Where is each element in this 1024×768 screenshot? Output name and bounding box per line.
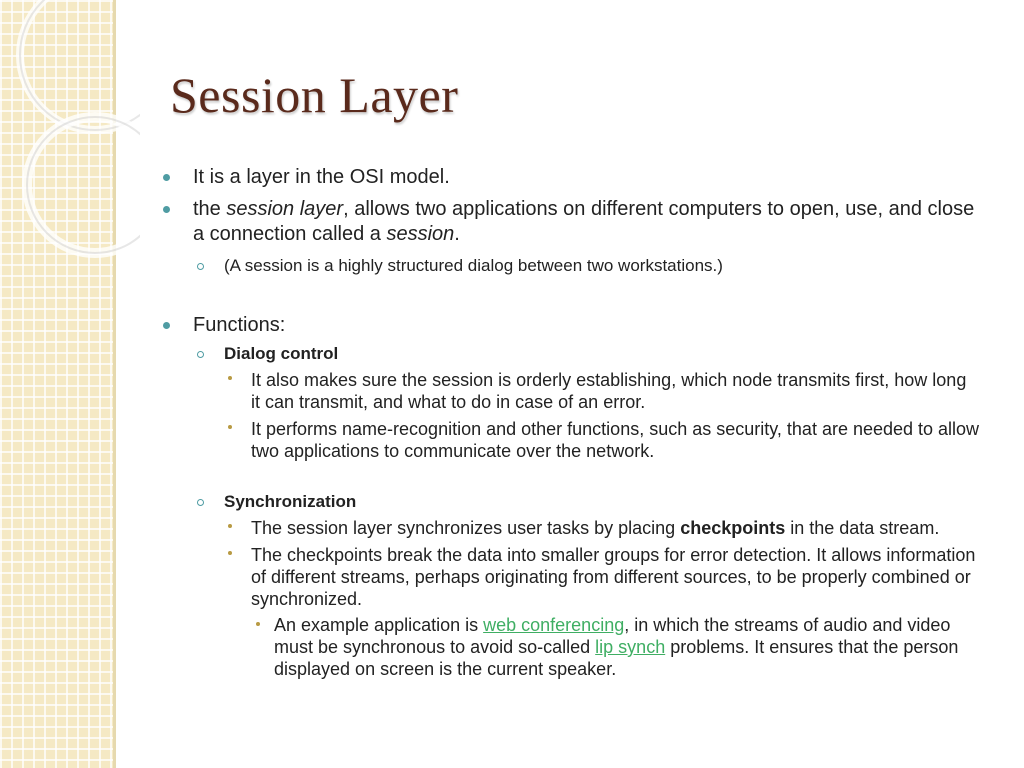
- bullet-dot-icon: [163, 174, 170, 181]
- synchronization-example: [160, 614, 980, 680]
- sub-heading-synchronization: [160, 491, 980, 513]
- item-text: It also makes sure the session is orderly establishing, which node transmits first, how long it can transmit, and what to do in case of an error.: [251, 370, 967, 412]
- slide-body: [160, 165, 980, 680]
- item-text-pre: The session layer synchronizes user tasks by placing: [251, 518, 681, 538]
- lip-synch-link[interactable]: lip synch: [595, 637, 666, 657]
- small-dot-icon: [228, 376, 232, 380]
- small-dot-icon: [228, 524, 232, 528]
- bullet-text-post: .: [454, 223, 460, 245]
- italic-session: session: [386, 223, 455, 245]
- example-text-pre: An example application is: [274, 615, 484, 635]
- sub-heading-dialog-control: [160, 343, 980, 365]
- example-text-mid: , in which the streams of audio and video must be synchronous to avoid so-called: [274, 615, 951, 657]
- ring-bullet-icon: [197, 351, 204, 358]
- bullet-dot-icon: [163, 322, 170, 329]
- item-text: It performs name-recognition and other functions, such as security, that are needed to allow two applications to communicate over the network.: [251, 419, 980, 461]
- bold-checkpoints: checkpoints: [680, 518, 786, 538]
- synchronization-item-1: [160, 517, 980, 539]
- bullet-session-layer: [160, 197, 980, 247]
- italic-session-layer: session layer: [226, 198, 344, 220]
- small-dot-icon: [256, 622, 260, 626]
- bullet-osi: [160, 165, 980, 190]
- dialog-control-item-2: [160, 418, 980, 462]
- bullet-dot-icon: [163, 206, 170, 213]
- ring-bullet-icon: [197, 499, 204, 506]
- item-text: The checkpoints break the data into smaller groups for error detection. It allows information of different streams, perhaps originating from different sources, to be properly combined or synchronized.: [251, 545, 976, 609]
- bullet-text: Functions:: [193, 314, 286, 336]
- small-dot-icon: [228, 551, 232, 555]
- heading-text: Synchronization: [224, 492, 357, 511]
- heading-text: Dialog control: [224, 344, 339, 363]
- sub-bullet-session-definition: [160, 255, 980, 277]
- small-dot-icon: [228, 425, 232, 429]
- bullet-functions: [160, 313, 980, 338]
- sub-bullet-text: (A session is a highly structured dialog between two workstations.): [224, 256, 723, 275]
- synchronization-item-2: [160, 544, 980, 610]
- ring-bullet-icon: [197, 263, 204, 270]
- decorative-rings: [0, 0, 140, 260]
- bullet-text: It is a layer in the OSI model.: [193, 166, 450, 188]
- item-text-post: in the data stream.: [785, 518, 940, 538]
- example-text-post: problems. It ensures that the person displayed on screen is the current speaker.: [274, 637, 959, 679]
- web-conferencing-link[interactable]: web conferencing: [483, 615, 625, 635]
- dialog-control-item-1: [160, 369, 980, 413]
- bullet-text-mid: , allows two applications on different computers to open, use, and close a connection called a: [193, 198, 975, 245]
- bullet-text-pre: the: [193, 198, 227, 220]
- slide-title: Session Layer: [170, 67, 459, 123]
